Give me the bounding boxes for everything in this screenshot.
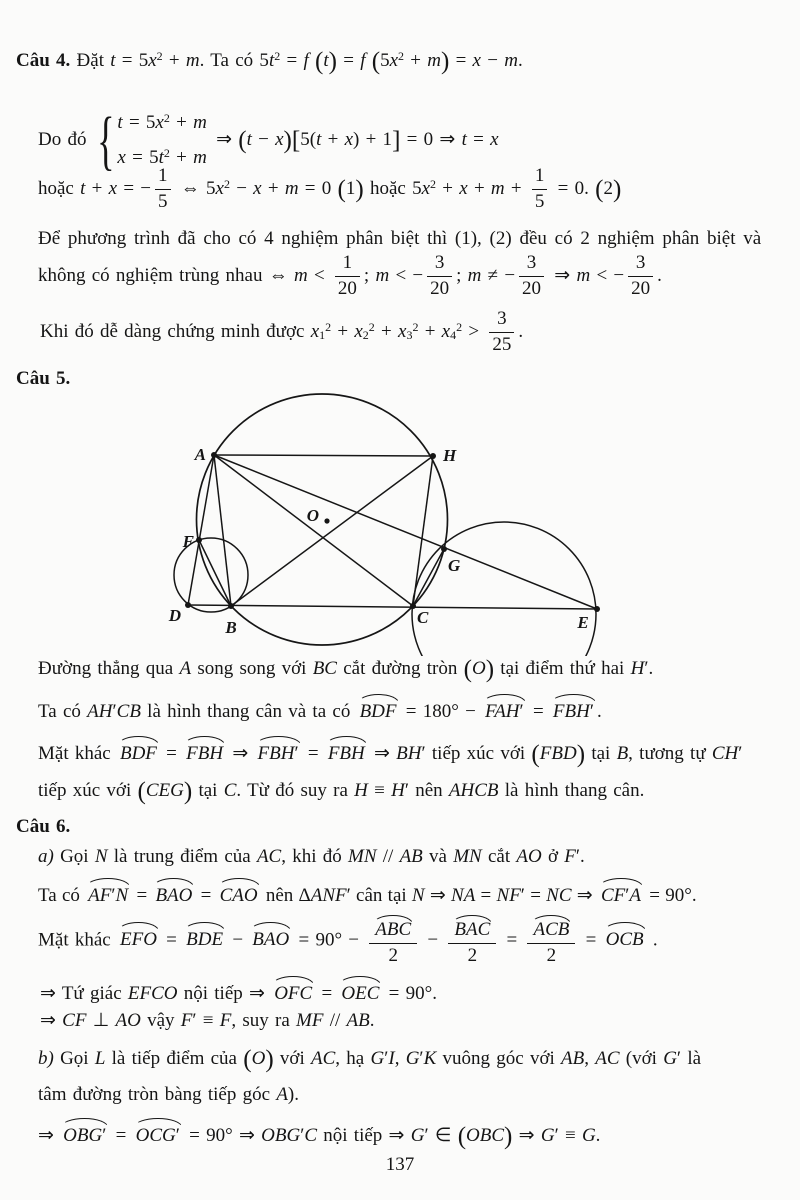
point-F — [196, 537, 202, 543]
label-G: G — [448, 556, 461, 575]
figure-cau5 — [130, 388, 650, 656]
page-number: 137 — [385, 1154, 415, 1175]
label-F: F — [182, 532, 194, 551]
point-D — [185, 602, 191, 608]
cau6a-line4: ⇒ Tứ giác EFCO nội tiếp ⇒ OFC = OEC = 90°. — [40, 976, 437, 1007]
label-O: O — [306, 506, 319, 525]
label-D: D — [168, 606, 181, 625]
segment-AD — [188, 455, 214, 605]
label-B: B — [225, 618, 237, 637]
segment-AH — [214, 455, 433, 456]
circle-CEG — [412, 522, 596, 656]
cau6a-line5: ⇒ CF ⊥ AO vậy F′ ≡ F, suy ra MF // AB. — [40, 1010, 375, 1031]
cau5-line1: Đường thẳng qua A song song với BC cắt đường tròn (O) tại điểm thứ hai H′. — [38, 656, 654, 683]
cau6a-line2: Ta có AF′N = BAO = CAO nên ΔANF′ cân tại N ⇒ NA = NF′ = NC ⇒ CF′A = 90°. — [38, 878, 697, 909]
label-H: H — [443, 446, 457, 465]
cau5-heading: Câu 5. — [16, 368, 71, 389]
cau6a-line3: Mặt khác EFO = BDE − BAO = 90° − ABC 2 − BAC 2 = ACB 2 = OCB . — [38, 915, 658, 967]
point-C — [410, 603, 416, 609]
label-E: E — [577, 613, 589, 632]
cau5-line2: Ta có AH′CB là hình thang cân và ta có BDF = 180° − FAH′ = FBH′ . — [38, 694, 602, 725]
cau6b-line1: b) Gọi L là tiếp điểm của (O) với AC, hạ G′I, G′K vuông góc với AB, AC (với G′ là — [38, 1046, 702, 1073]
cau5-line3: Mặt khác BDF = FBH ⇒ FBH′ = FBH ⇒ BH′ tiếp xúc với (FBD) tại B, tương tự CH′ — [38, 736, 742, 767]
segment-AE — [214, 455, 597, 609]
cau4-condition-line2: không có nghiệm trùng nhau ⇔ m < $\frac{1}{20}$ ; m < − $\frac{3}{20}$ ; m ≠ − $\frac{3}{20}$ ⇒ m < − $\frac{3}{20}$ . — [38, 252, 662, 299]
segment-DE — [188, 605, 597, 609]
cau6b-line2: tâm đường tròn bàng tiếp góc A). — [38, 1084, 299, 1105]
cau4-heading: Câu 4. Đặt $t = 5x^2 + m$. Ta có $5t^2 = f$ (t) = f $(5x^2 + m) = x - m$. — [16, 48, 523, 75]
segment-AC — [214, 455, 413, 606]
cau4-conclusion-line: Khi đó dễ dàng chứng minh được $x_1^2 + x_2^2 + x_3^2 + x_4^2$ > $\frac{3}{25}$ . — [40, 308, 524, 355]
point-E — [594, 606, 600, 612]
segment-FB — [199, 540, 231, 606]
label-A: A — [194, 445, 206, 464]
cau4-cases-line: hoặc t + x = − $\frac{1}{5}$ ⇔ $5x^2 - x + m = 0$ (1) hoặc $5x^2 + x + m$ + $\frac{1}{5}$ = 0. (2) — [38, 165, 622, 212]
point-H — [430, 453, 436, 459]
cau4-system-line: Do đó { $t = 5x^2 + m$ $x = 5t^2 + m$ ⇒ (t − x)[5(t + x) + 1] = 0 ⇒ t = x — [38, 103, 499, 177]
cau6a-line1: a) Gọi N là trung điểm của AC, khi đó MN // AB và MN cắt AO ở F′. — [38, 846, 585, 867]
cau5-line4: tiếp xúc với (CEG) tại C. Từ đó suy ra H ≡ H′ nên AHCB là hình thang cân. — [38, 778, 645, 805]
cau6b-line3: ⇒ OBG′ = OCG′ = 90° ⇒ OBG′C nội tiếp ⇒ G′ ∈ (OBC) ⇒ G′ ≡ G. — [38, 1118, 600, 1149]
point-G — [441, 546, 447, 552]
segment-AB — [214, 455, 231, 606]
point-B — [228, 603, 234, 609]
point-O — [324, 518, 329, 523]
cau4-condition-line1: Để phương trình đã cho có 4 nghiệm phân biệt thì (1), (2) đều có 2 nghiệm phân biệt và — [38, 228, 762, 249]
point-A — [211, 452, 217, 458]
label-C: C — [417, 608, 429, 627]
segment-GC — [413, 549, 444, 606]
cau6-heading: Câu 6. — [16, 816, 71, 837]
